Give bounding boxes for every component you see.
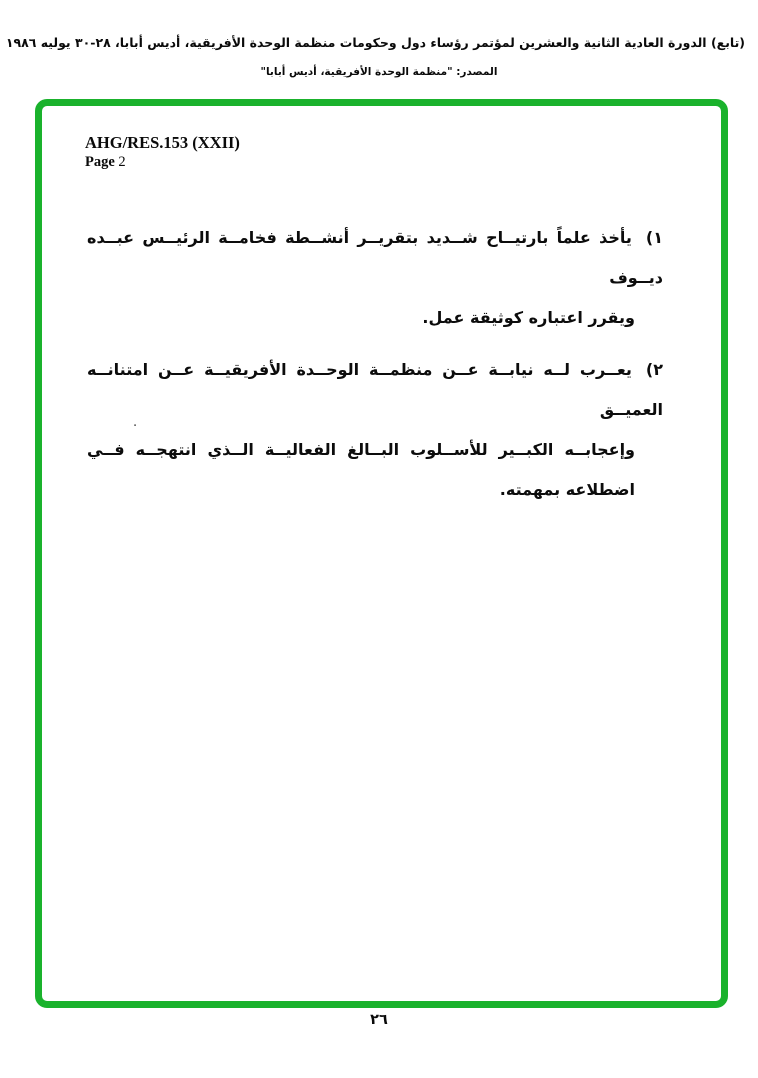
session-citation-header: (تابع) الدورة العادية الثانية والعشرين لمؤتمر رؤساء دول وحكومات منظمة الوحدة الأفريقية، أديس أبابا، ٢٨-٣٠ يوليه ١٩٨٦ (5, 35, 745, 50)
clause-1-line-2: ويقرر اعتباره كوثيقة عمل. (422, 308, 635, 327)
reference-block (85, 133, 240, 171)
resolution-reference: AHG/RES.153 (XXII) (85, 133, 240, 152)
clause-2-line-3: اضطلاعه بمهمته. (499, 480, 635, 499)
folio-page-number: ٢٦ (370, 1012, 388, 1028)
clause-2-text-line-1: يعــرب لــه نيابــة عــن منظمــة الوحــدة الأفريقيــة عــن امتنانــه العميــق (87, 360, 663, 419)
source-line: المصدر: "منظمة الوحدة الأفريقية، أديس أبابا" (260, 66, 498, 78)
page-label: Page (85, 154, 115, 170)
page-indicator (85, 153, 240, 171)
resolution-body (87, 218, 663, 522)
clause-2-marker: ٢) (645, 360, 663, 379)
page-value: 2 (118, 154, 126, 170)
clause-1-line-1 (87, 218, 663, 298)
clause-2 (87, 350, 663, 510)
document-frame-border (35, 99, 728, 1008)
clause-1 (87, 218, 663, 338)
scan-speck: · (133, 419, 138, 434)
clause-1-marker: ١) (645, 228, 663, 247)
clause-1-text-line-1: يأخذ علماً بارتيــاح شــديد بتقريــر أنشــطة فخامــة الرئيــس عبــده ديــوف (87, 228, 663, 287)
clause-2-line-2: وإعجابــه الكبــير للأســلوب البــالغ الفعاليــة الــذي انتهجــه فــي (87, 440, 635, 459)
clause-2-line-1 (87, 350, 663, 430)
